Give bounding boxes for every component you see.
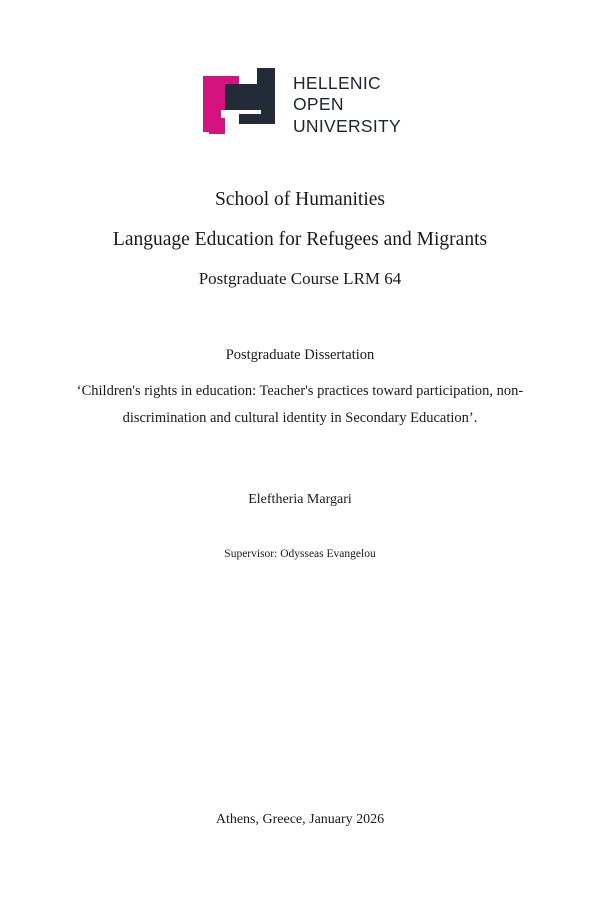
course-code: Postgraduate Course LRM 64	[198, 269, 402, 288]
header-titles	[0, 190, 600, 287]
logo-wordmark	[293, 71, 401, 137]
supervisor-line: Supervisor: Odysseas Evangelou	[224, 547, 376, 560]
school-name: School of Humanities	[214, 189, 386, 210]
logo-line-1: HELLENIC	[292, 72, 381, 93]
logo-line-3: UNIVERSITY	[292, 115, 402, 136]
hellenic-open-university-logo-icon	[199, 62, 283, 146]
dissertation-label: Postgraduate Dissertation	[225, 347, 375, 363]
programme-name: Language Education for Refugees and Migrants	[112, 228, 488, 250]
logo-line-2: OPEN	[292, 94, 344, 115]
place-and-date: Athens, Greece, January 2026	[215, 812, 385, 827]
author-name: Eleftheria Margari	[248, 491, 352, 507]
title-page	[0, 62, 600, 911]
logo-inner	[199, 62, 401, 146]
logo-block	[0, 62, 600, 146]
dissertation-title: ‘Children's rights in education: Teacher's practices toward participation, non-discrimination and cultural identity in Secondary Education’.	[76, 383, 524, 426]
